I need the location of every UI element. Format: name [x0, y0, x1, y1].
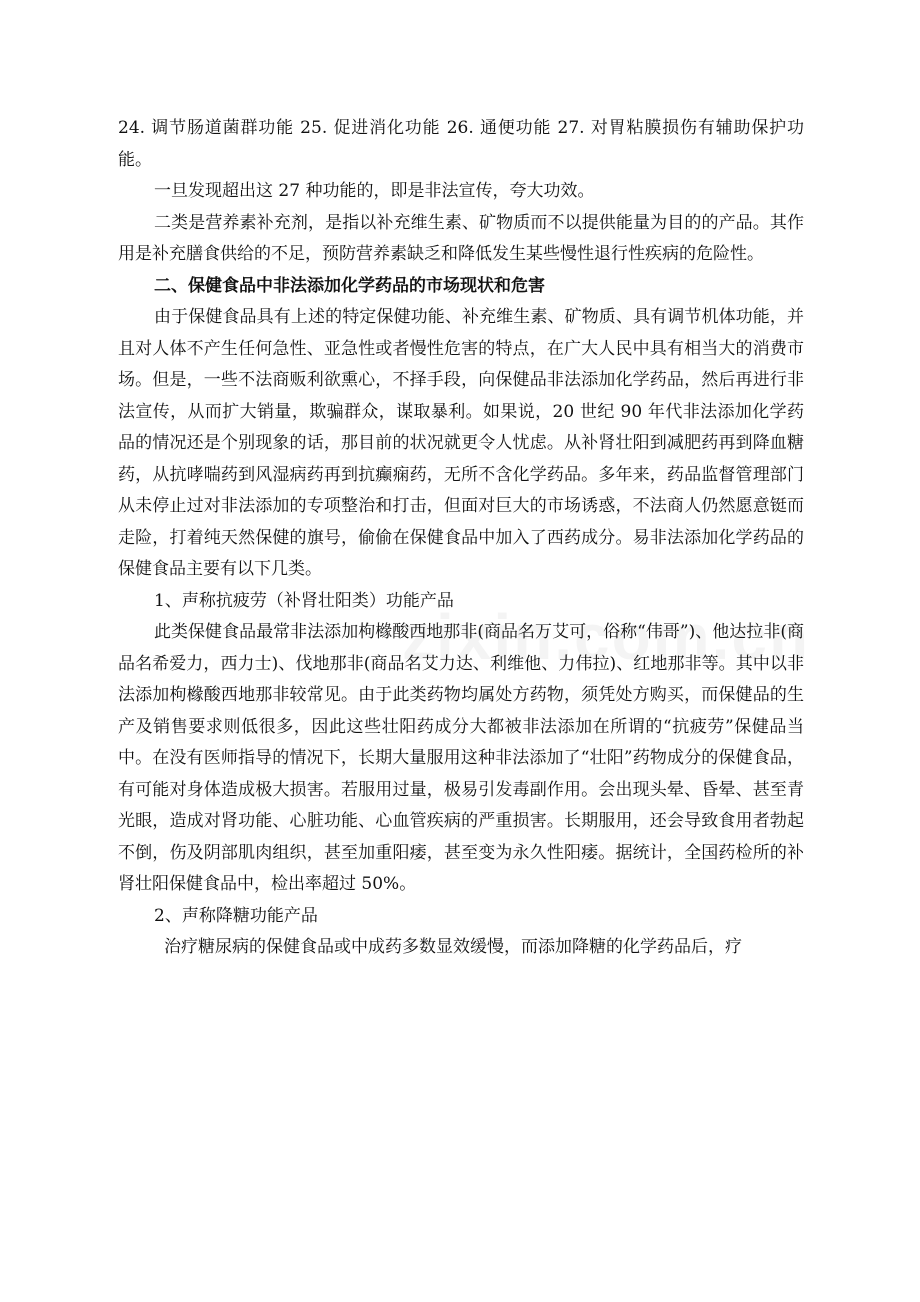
- paragraph-hypoglycemic-details: 治疗糖尿病的保健食品或中成药多数显效缓慢，而添加降糖的化学药品后，疗: [164, 937, 742, 957]
- document-page: [118, 113, 804, 964]
- subheading-anti-fatigue: 1、声称抗疲劳（补肾壮阳类）功能产品: [154, 590, 454, 611]
- section-heading-2: 二、保健食品中非法添加化学药品的市场现状和危害: [154, 275, 545, 296]
- paragraph-nutrient-supplements: 二类是营养素补充剂，是指以补充维生素、矿物质而不以提供能量为目的的产品。其作用是补充膳食供给的不足，预防营养素缺乏和降低发生某些慢性退行性疾病的危险性。: [118, 212, 804, 264]
- paragraph-market-status: 由于保健食品具有上述的特定保健功能、补充维生素、矿物质、具有调节机体功能，并且对人体不产生任何急性、亚急性或者慢性危害的特点，在广大人民中具有相当大的消费市场。但是，一些不法商贩利欲熏心，不择手段，向保健品非法添加化学药品，然后再进行非法宣传，从而扩大销量，欺骗群众，谋取暴利。如果说，20 世纪 90 年代非法添加化学药品的情况还是个别现象的话，那目前的状况就更令人忧虑。从补肾壮阳到减肥药再到降血糖药，从抗哮喘药到风湿病药再到抗癫痫药，无所不含化学药品。多年来，药品监督管理部门从未停止过对非法添加的专项整治和打击，但面对巨大的市场诱惑，不法商人仍然愿意铤而走险，打着纯天然保健的旗号，偷偷在保健食品中加入了西药成分。易非法添加化学药品的保健食品主要有以下几类。: [118, 307, 804, 579]
- paragraph-function-list-end: 24. 调节肠道菌群功能 25. 促进消化功能 26. 通便功能 27. 对胃粘膜损伤有辅助保护功能。: [118, 118, 804, 170]
- subheading-hypoglycemic: 2、声称降糖功能产品: [154, 905, 318, 926]
- paragraph-illegal-claims: 一旦发现超出这 27 种功能的，即是非法宣传，夸大功效。: [154, 181, 595, 201]
- paragraph-anti-fatigue-details: 此类保健食品最常非法添加枸橼酸西地那非(商品名万艾可，俗称“伟哥”)、他达拉非(商品名希爱力，西力士)、伐地那非(商品名艾力达、利维他、力伟拉)、红地那非等。其中以非法添加枸橼酸西地那非较常见。由于此类药物均属处方药物，须凭处方购买，而保健品的生产及销售要求则低很多，因此这些壮阳药成分大都被非法添加在所谓的“抗疲劳”保健品当中。在没有医师指导的情况下，长期大量服用这种非法添加了“壮阳”药物成分的保健食品，有可能对身体造成极大损害。若服用过量，极易引发毒副作用。会出现头晕、昏晕、甚至青光眼，造成对肾功能、心脏功能、心血管疾病的严重损害。长期服用，还会导致食用者勃起不倒，伤及阴部肌肉组织，甚至加重阳痿，甚至变为永久性阳痿。据统计，全国药检所的补肾壮阳保健食品中，检出率超过 50%。: [118, 622, 804, 894]
